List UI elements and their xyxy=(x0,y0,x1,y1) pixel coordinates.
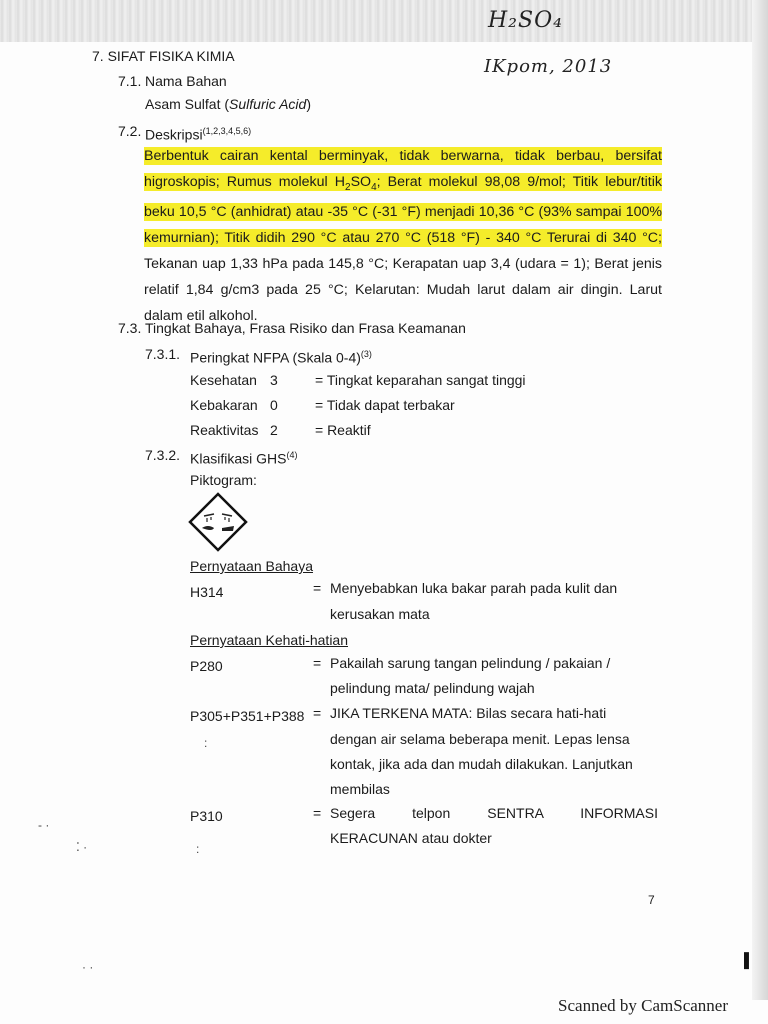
scan-speck: - · xyxy=(38,818,50,832)
scan-speck: ⁚ · xyxy=(76,840,88,854)
nfpa-label: Kesehatan xyxy=(190,372,257,388)
kehati-line: KERACUNAN atau dokter xyxy=(330,830,492,846)
nfpa-desc: = Tidak dapat terbakar xyxy=(315,397,455,413)
section-7-1-number: 7.1. xyxy=(118,73,142,89)
scan-speck: · · xyxy=(82,960,94,974)
kehati-line: dengan air selama beberapa menit. Lepas lensa xyxy=(330,731,630,747)
kehati-equals: = xyxy=(313,655,322,671)
kehati-line: membilas xyxy=(330,781,390,797)
nfpa-value: 2 xyxy=(270,422,278,438)
section-7-3-1-number: 7.3.1. xyxy=(145,346,181,362)
kehati-code: P310 xyxy=(190,808,223,824)
section-heading: 7. SIFAT FISIKA KIMIA xyxy=(92,48,235,64)
page-number: 7 xyxy=(648,893,655,907)
corrosive-pictogram-icon xyxy=(188,492,248,552)
section-7-3-number: 7.3. xyxy=(118,320,142,336)
kehati-line: Pakailah sarung tangan pelindung / pakaian / xyxy=(330,655,611,671)
description-paragraph: Berbentuk cairan kental berminyak, tidak berwarna, tidak berbau, bersifat higroskopis; Rumus molekul $H_2SO_4$; Berat molekul 98,08 9/mol; Titik lebur/titik beku 10,5 °C (anhidrat) atau -35 °C (-31 °F) menjadi 10,36 °C (93% sampai 100% kemurnian); Titik didih 290 °C atau 270 °C (518 °F) - 340 °C Terurai di 340 °C; Tekanan uap 1,33 hPa pada 145,8 °C; Kerapatan uap 3,4 (udara = 1); Berat jenis relatif 1,84 g/cm3 pada 25 °C; Kelarutan: Mudah larut dalam air dingin. Larut dalam etil alkohol. xyxy=(144,148,662,324)
kehati-line: JIKA TERKENA MATA: Bilas secara hati-hati xyxy=(330,705,607,721)
kehati-equals: = xyxy=(313,705,322,721)
kehati-equals: = xyxy=(313,805,322,821)
nfpa-value: 0 xyxy=(270,397,278,413)
kehati-code: P305+P351+P388 xyxy=(190,708,305,724)
kehati-line: Segera telpon SENTRA INFORMASI xyxy=(330,805,658,821)
section-7-1-title: Nama Bahan xyxy=(145,73,227,89)
piktogram-label: Piktogram: xyxy=(190,472,257,488)
scan-right-edge xyxy=(752,0,768,1000)
nfpa-label: Kebakaran xyxy=(190,397,258,413)
nfpa-desc: = Tingkat keparahan sangat tinggi xyxy=(315,372,526,388)
bahaya-line: Menyebabkan luka bakar parah pada kulit dan xyxy=(330,580,618,596)
section-7-2-number: 7.2. xyxy=(118,123,142,139)
chemical-name: Asam Sulfat (Sulfuric Acid) xyxy=(145,96,311,112)
section-7-3-title: Tingkat Bahaya, Frasa Risiko dan Frasa Keamanan xyxy=(145,320,466,336)
section-7-3-2-number: 7.3.2. xyxy=(145,447,181,463)
bahaya-heading: Pernyataan Bahaya xyxy=(190,558,313,574)
handwritten-formula: H₂SO₄ xyxy=(488,8,563,33)
highlighted-text: Berbentuk cairan kental berminyak, tidak berwarna, tidak berbau, bersifat higroskopis; Rumus molekul $H_2SO_4$; Berat molekul 98,08 9/mol; Titik lebur/titik beku 10,5 °C (anhidrat) atau -35 °C (-31 °F) menjadi 10,36 °C (93% sampai 100% kemurnian); Titik didih 290 °C atau 270 °C (518 °F) - 340 °C Terurai di 340 °C; xyxy=(144,148,662,247)
kehati-line: pelindung mata/ pelindung wajah xyxy=(330,680,535,696)
handwritten-note: IKpom, 2013 xyxy=(484,56,613,77)
kehati-line: kontak, jika ada dan mudah dilakukan. Lanjutkan xyxy=(330,756,633,772)
bahaya-code: H314 xyxy=(190,584,224,600)
section-7-3-1-title: Peringkat NFPA (Skala 0-4)$^{(3)}$ xyxy=(190,349,372,366)
bahaya-line: kerusakan mata xyxy=(330,606,430,622)
section-7-3-2-title: Klasifikasi GHS$^{(4)}$ xyxy=(190,450,298,467)
scanner-watermark: Scanned by CamScanner xyxy=(558,996,728,1015)
nfpa-desc: = Reaktif xyxy=(315,422,371,438)
scan-speck: ▌ xyxy=(744,952,754,968)
bahaya-equals: = xyxy=(313,580,322,596)
scan-top-band xyxy=(0,0,768,42)
kehati-code: P280 xyxy=(190,658,223,674)
section-7-2-title: Deskripsi$^{(1,2,3,4,5,6)}$ xyxy=(145,126,252,143)
scan-speck: : xyxy=(196,842,200,856)
scan-speck: : xyxy=(204,736,208,750)
kehati-heading: Pernyataan Kehati-hatian xyxy=(190,632,348,648)
nfpa-label: Reaktivitas xyxy=(190,422,259,438)
nfpa-value: 3 xyxy=(270,372,278,388)
